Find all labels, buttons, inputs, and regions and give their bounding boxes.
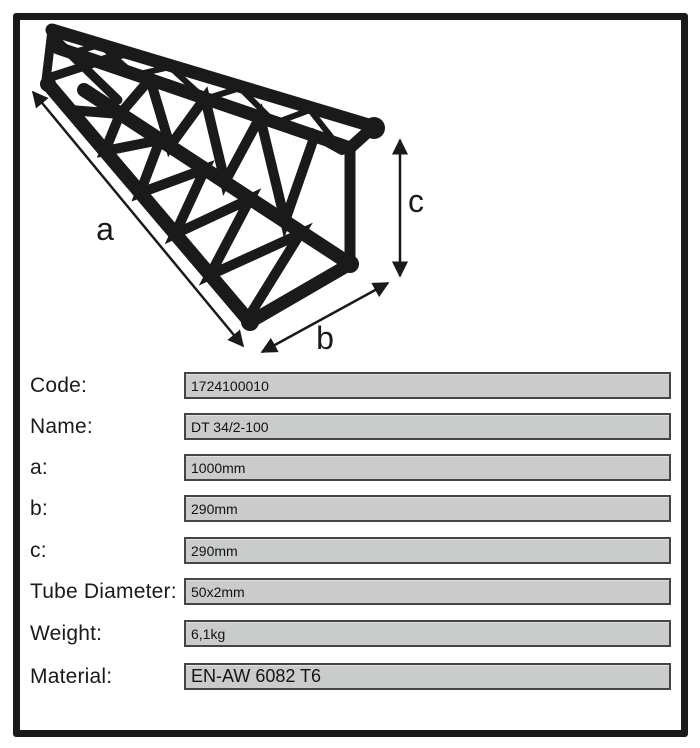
spec-label: Weight: (30, 621, 103, 645)
spec-row (0, 620, 700, 647)
spec-value-box (184, 578, 671, 605)
spec-row (0, 454, 700, 481)
spec-value-box (184, 495, 671, 522)
spec-row (0, 372, 700, 399)
spec-value: 6,1kg (191, 625, 226, 642)
spec-value: 290mm (191, 542, 238, 559)
spec-value: 1724100010 (191, 377, 269, 394)
spec-value: 50x2mm (191, 583, 245, 600)
spec-label: Tube Diameter: (30, 579, 177, 603)
spec-label: a: (30, 455, 48, 479)
spec-label: c: (30, 538, 47, 562)
spec-value-box (184, 537, 671, 564)
spec-value: 1000mm (191, 459, 246, 476)
spec-value-box (184, 372, 671, 399)
spec-label: Code: (30, 373, 88, 397)
spec-value-box (184, 663, 671, 690)
spec-value: 290mm (191, 500, 238, 517)
spec-label: b: (30, 496, 48, 520)
spec-value: DT 34/2-100 (191, 418, 269, 435)
dim-label-b: b (316, 320, 334, 356)
spec-row (0, 663, 700, 690)
spec-row (0, 537, 700, 564)
dim-label-a: a (96, 211, 114, 247)
spec-row (0, 413, 700, 440)
spec-value-box (184, 413, 671, 440)
dim-label-c: c (408, 183, 424, 219)
spec-row (0, 578, 700, 605)
spec-label: Material: (30, 664, 113, 688)
spec-value-box (184, 620, 671, 647)
spec-value-box (184, 454, 671, 481)
spec-label: Name: (30, 414, 93, 438)
spec-value: EN-AW 6082 T6 (191, 666, 322, 686)
spec-row (0, 495, 700, 522)
